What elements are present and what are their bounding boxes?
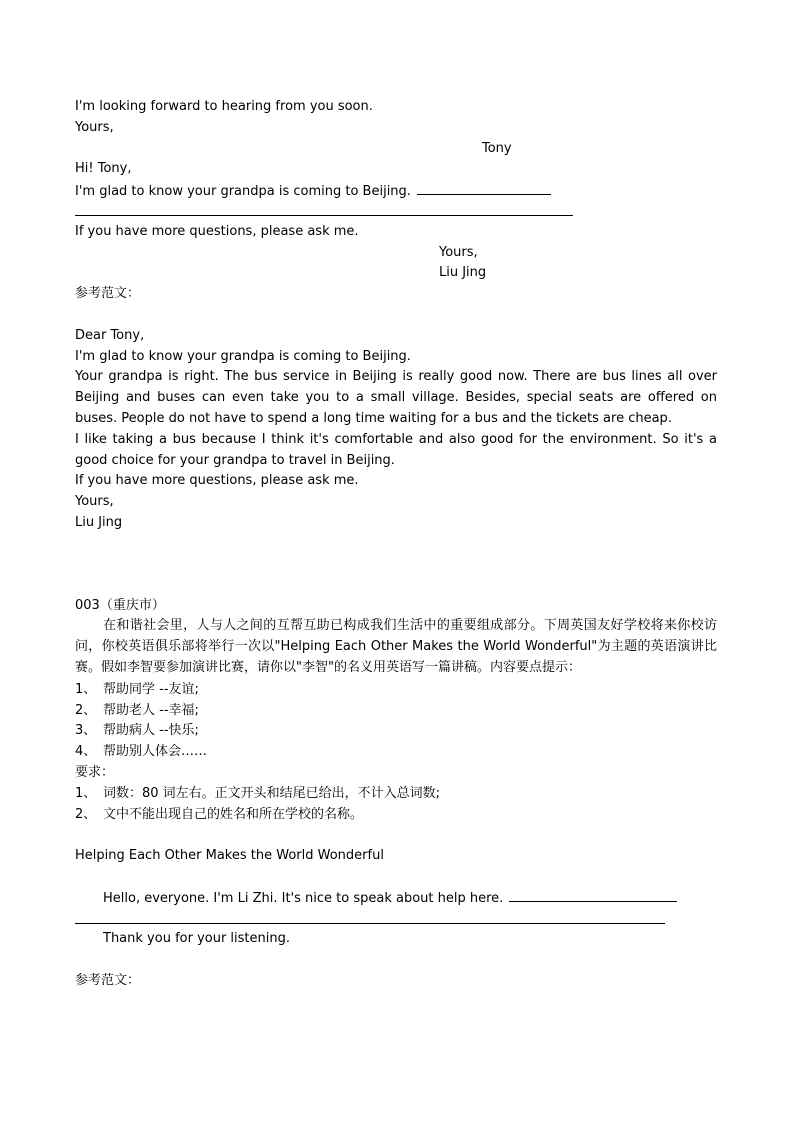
reply-ending: If you have more questions, please ask me.	[75, 224, 359, 239]
sample-paragraph: I like taking a bus because I think it's comfortable and also good for the environment. So it's a good choice for your grandpa to travel in Beijing.	[75, 432, 717, 468]
reply-opening-text: I'm glad to know your grandpa is coming to Beijing.	[75, 184, 411, 199]
sample-closing: Yours,	[75, 494, 114, 509]
letter-line: I'm looking forward to hearing from you soon.	[75, 99, 373, 114]
requirement-text: 词数：80 词左右。正文开头和结尾已给出，不计入总词数;	[103, 786, 441, 801]
answer-line	[75, 215, 573, 216]
speech-opening-line	[103, 889, 677, 907]
point-num: 3、	[75, 723, 97, 738]
sample-label: 参考范文：	[75, 286, 141, 301]
reply-signature: Liu Jing	[439, 265, 487, 280]
point-text: 帮助病人 --快乐;	[103, 723, 199, 738]
task-intro: 在和谐社会里，人与人之间的互帮互助已构成我们生活中的重要组成部分。下周英国友好学校将来你校访问，你校英语俱乐部将举行一次以"Helping Each Other Makes the World Wonderful"为主题的英语演讲比赛。假如李智要参加演讲比赛，请你以"李智"的名义用英语写一篇讲稿。内容要点提示：	[75, 618, 717, 675]
sample-paragraph: Your grandpa is right. The bus service in Beijing is really good now. There are bus lines all over Beijing and buses can even take you to a small village. Besides, special seats are offered on buses. People do not have to spend a long time waiting for a bus and the tickets are cheap.	[75, 369, 717, 426]
point-text: 帮助老人 --幸福;	[103, 703, 199, 718]
answer-blank	[509, 889, 677, 902]
sample-line: I'm glad to know your grandpa is coming to Beijing.	[75, 349, 411, 364]
requirement-text: 文中不能出现自己的姓名和所在学校的名称。	[103, 807, 364, 822]
letter-closing: Yours,	[75, 120, 114, 135]
sample-ending: If you have more questions, please ask me.	[75, 473, 359, 488]
reply-closing: Yours,	[439, 245, 478, 260]
letter-signature: Tony	[482, 141, 512, 156]
sample-signature: Liu Jing	[75, 515, 123, 530]
sample-greeting: Dear Tony,	[75, 328, 145, 343]
point-num: 4、	[75, 744, 97, 759]
answer-blank	[417, 182, 551, 195]
speech-opening-text: Hello, everyone. I'm Li Zhi. It's nice to speak about help here.	[103, 891, 504, 906]
speech-title: Helping Each Other Makes the World Wonderful	[75, 848, 384, 863]
answer-line	[75, 923, 665, 924]
task-number: 003（重庆市）	[75, 598, 165, 613]
point-num: 2、	[75, 703, 97, 718]
speech-ending: Thank you for your listening.	[103, 931, 291, 946]
sample-label: 参考范文：	[75, 973, 141, 988]
requirements-label: 要求：	[75, 765, 115, 780]
requirement-num: 2、	[75, 807, 97, 822]
point-text: 帮助同学 --友谊;	[103, 682, 199, 697]
reply-greeting: Hi! Tony,	[75, 161, 132, 176]
point-text: 帮助别人体会……	[103, 744, 208, 759]
reply-opening-line	[75, 182, 551, 200]
point-num: 1、	[75, 682, 97, 697]
requirement-num: 1、	[75, 786, 97, 801]
